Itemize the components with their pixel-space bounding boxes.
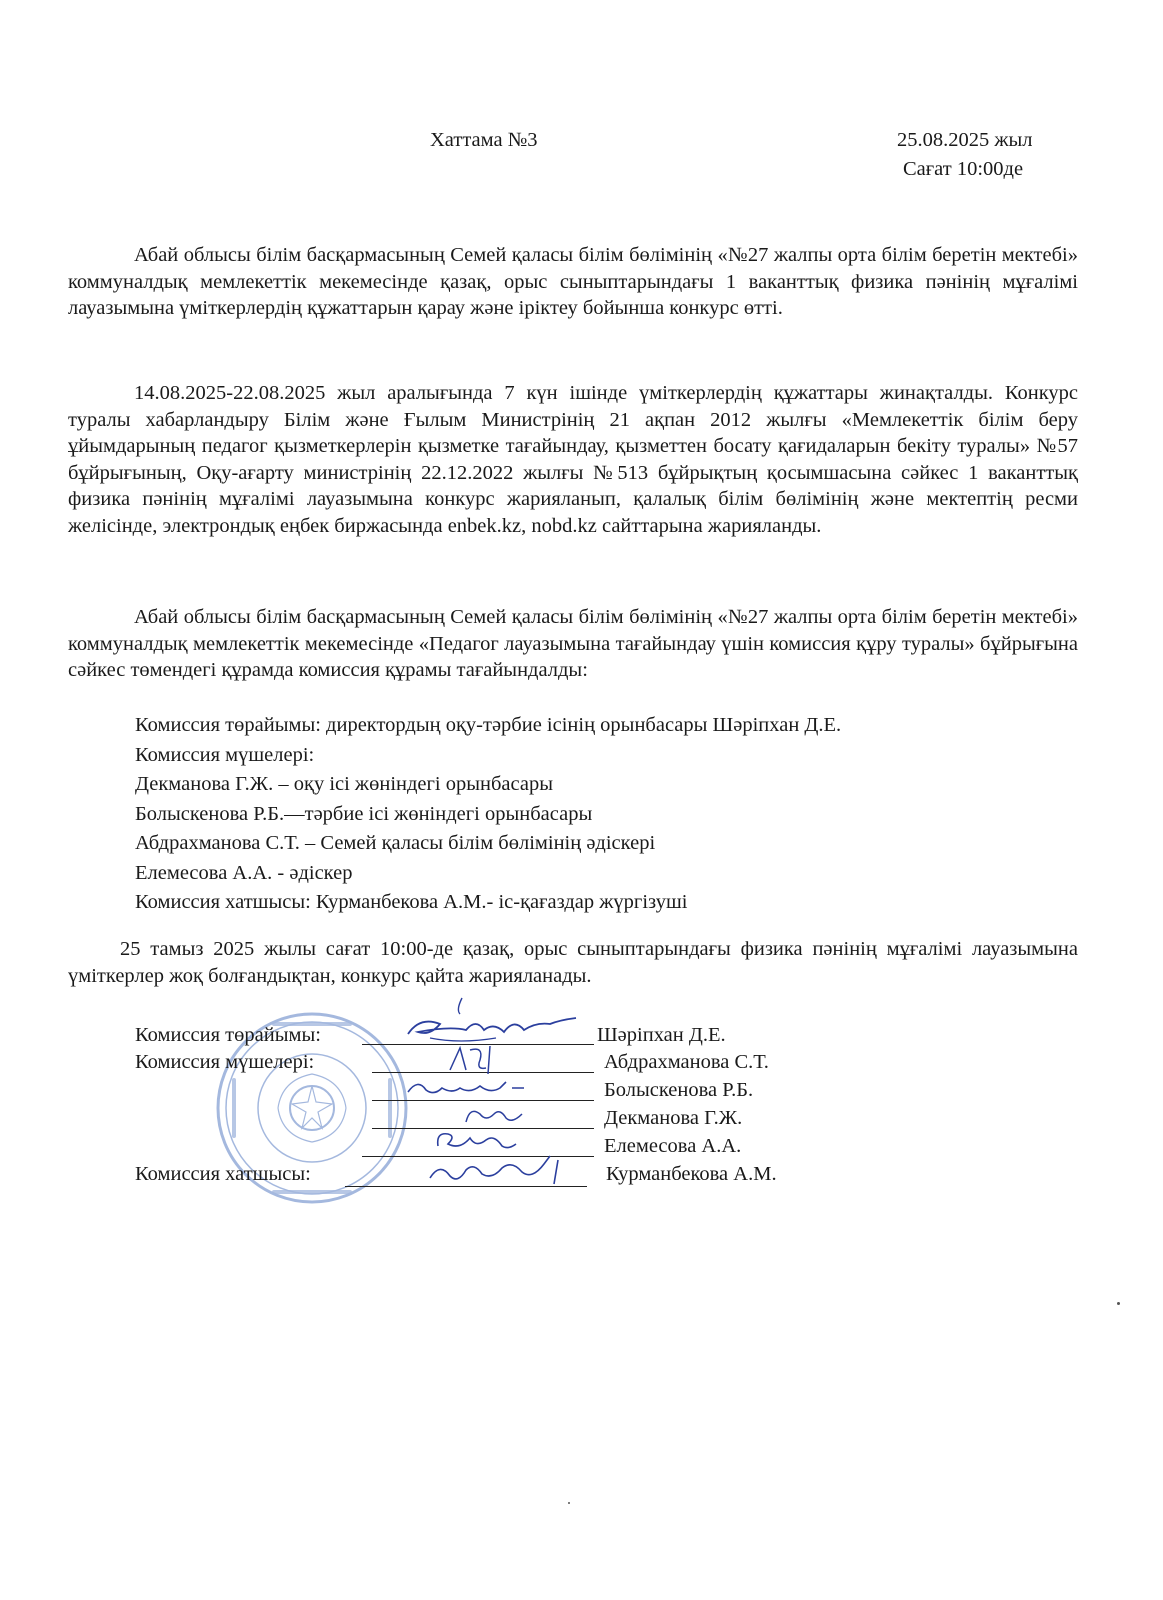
handwritten-signature: [420, 1150, 570, 1190]
signature-name-secretary: Курманбекова А.М.: [606, 1163, 777, 1185]
document-time: Сағат 10:00де: [903, 158, 1024, 180]
document-date: 25.08.2025 жыл: [897, 129, 1033, 151]
paragraph-intro-text: Абай облысы білім басқармасының Семей қаласы білім бөлімінің «№27 жалпы орта білім беретін мектебі» коммуналдық мемлекеттік мекемесінде қазақ, орыс сыныптарындағы 1 ваканттық физика пәнінің мұғалімі лауазымына үміткерлердің құжаттарын қарау және іріктеу бойынша конкурс өтті.: [68, 244, 1078, 319]
commission-item-member: Болыскенова Р.Б.—тәрбие ісі жөніндегі орынбасары: [135, 802, 593, 825]
commission-item-member: Абдрахманова С.Т. – Семей қаласы білім бөлімінің әдіскері: [135, 832, 656, 854]
signature-name-member: Декманова Г.Ж.: [604, 1107, 743, 1129]
commission-item-secretary: Комиссия хатшысы: Курманбекова А.М.- іс-қағаздар жүргізуші: [135, 891, 688, 913]
signature-members-label: Комиссия мүшелері:: [135, 1051, 315, 1073]
commission-item-members-heading: Комиссия мүшелері:: [135, 743, 315, 766]
signature-name-member: Елемесова А.А.: [604, 1135, 742, 1157]
paragraph-intro: [68, 242, 1078, 322]
scan-speck: [1117, 1302, 1120, 1305]
paragraph-commission: [68, 604, 1078, 684]
paragraph-commission-text: Абай облысы білім басқармасының Семей қаласы білім бөлімінің «№27 жалпы орта білім беретін мектебі» коммуналдық мемлекеттік мекемесінде «Педагог лауазымына тағайындау үшін комиссия құру туралы» бұйрығына сәйкес төмендегі құрамда комиссия құрамы тағайындалды:: [68, 606, 1078, 681]
commission-item-member: Декманова Г.Ж. – оқу ісі жөніндегі орынбасары: [135, 773, 553, 795]
signature-secretary-label: Комиссия хатшысы:: [135, 1163, 311, 1185]
signature-name-member: Болыскенова Р.Б.: [604, 1079, 754, 1101]
paragraph-announcement: [68, 380, 1078, 539]
signature-name-member: Абдрахманова С.Т.: [604, 1051, 769, 1073]
signature-name-chair: Шәріпхан Д.Е.: [597, 1024, 726, 1046]
commission-list: [135, 711, 841, 918]
paragraph-result-text: 25 тамыз 2025 жылы сағат 10:00-де қазақ, орыс сыныптарындағы физика пәнінің мұғалімі лауазымына үміткерлер жоқ болғандықтан, конкурс қайта жарияланады.: [68, 938, 1078, 987]
document-title: Хаттама №3: [430, 129, 538, 151]
paragraph-result: [68, 936, 1078, 989]
signature-chair-label: Комиссия төрайымы:: [135, 1024, 321, 1046]
scan-speck: [568, 1502, 570, 1504]
commission-item-member: Елемесова А.А. - әдіскер: [135, 861, 353, 884]
paragraph-announcement-text: 14.08.2025-22.08.2025 жыл аралығында 7 күн ішінде үміткерлердің құжаттары жинақталды. Конкурс туралы хабарландыру Білім және Ғылым Министрінің 21 ақпан 2012 жылғы «Мемлекеттік білім беру ұйымдарының педагог қызметкерлерін қызметке тағайындау, қызметтен босату қағидаларын бекіту туралы» №57 бұйрығының, Оқу-ағарту министрінің 22.12.2022 жылғы №513 бұйрықтың қосымшасына сәйкес 1 ваканттық физика пәнінің мұғалімі лауазымына конкурс жарияланып, қалалық білім бөлімінің және мектептің ресми желісінде, электрондық еңбек биржасында enbek.kz, nobd.kz сайттарына жарияланды.: [68, 382, 1078, 537]
commission-item-chair: Комиссия төрайымы: директордың оқу-тәрбие ісінің орынбасары Шәріпхан Д.Е.: [135, 714, 842, 736]
